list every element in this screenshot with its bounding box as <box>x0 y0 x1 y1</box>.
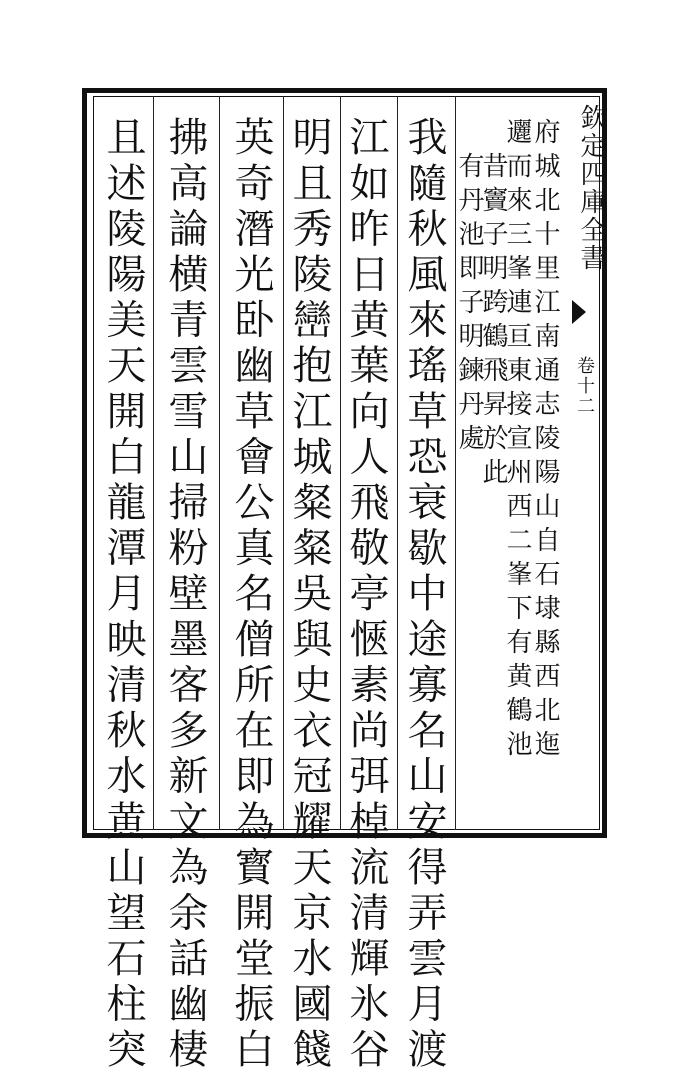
poem-line-3: 明且秀陵巒抱江城粲粲吳與史衣冠耀天京水國餞 <box>286 116 332 1074</box>
column-rule <box>219 96 220 830</box>
column-rule <box>283 96 284 830</box>
poem-line-5: 拂高論横青雲雪山掃粉壁墨客多新文為余話幽棲 <box>162 116 208 1074</box>
note-line-3: 昔竇子明跨鶴飛昇於此 <box>478 152 508 492</box>
column-rule <box>397 96 398 830</box>
poem-line-6: 且述陵陽美天開白龍潭月映清秋水黄山望石柱突 <box>100 116 146 1074</box>
note-line-4: 有丹池即子明鍊丹處 <box>454 152 484 458</box>
note-line-1: 府城北十里江南通志陵陽山自石埭縣西北迤 <box>530 118 560 764</box>
poem-line-2: 江如昨日黄葉向人飛敬亭愜素尚弭棹流清輝氷谷 <box>343 116 389 1074</box>
poem-line-1: 我隨秋風來瑤草恐衰歇中途寡名山安得弄雲月渡 <box>401 116 447 1074</box>
book-title-margin: 欽定四庫全書 <box>576 104 606 272</box>
column-rule <box>340 96 341 830</box>
juan-number: 卷十二 <box>574 356 595 416</box>
column-rule <box>153 96 154 830</box>
fish-tail-mark <box>572 300 586 324</box>
poem-line-4: 英奇潛光卧幽草會公真名僧所在即為寳開堂振白 <box>228 116 274 1074</box>
note-line-2: 邐而來三峯連亘東接宣州西二峯下有黄鶴池 <box>502 118 532 764</box>
